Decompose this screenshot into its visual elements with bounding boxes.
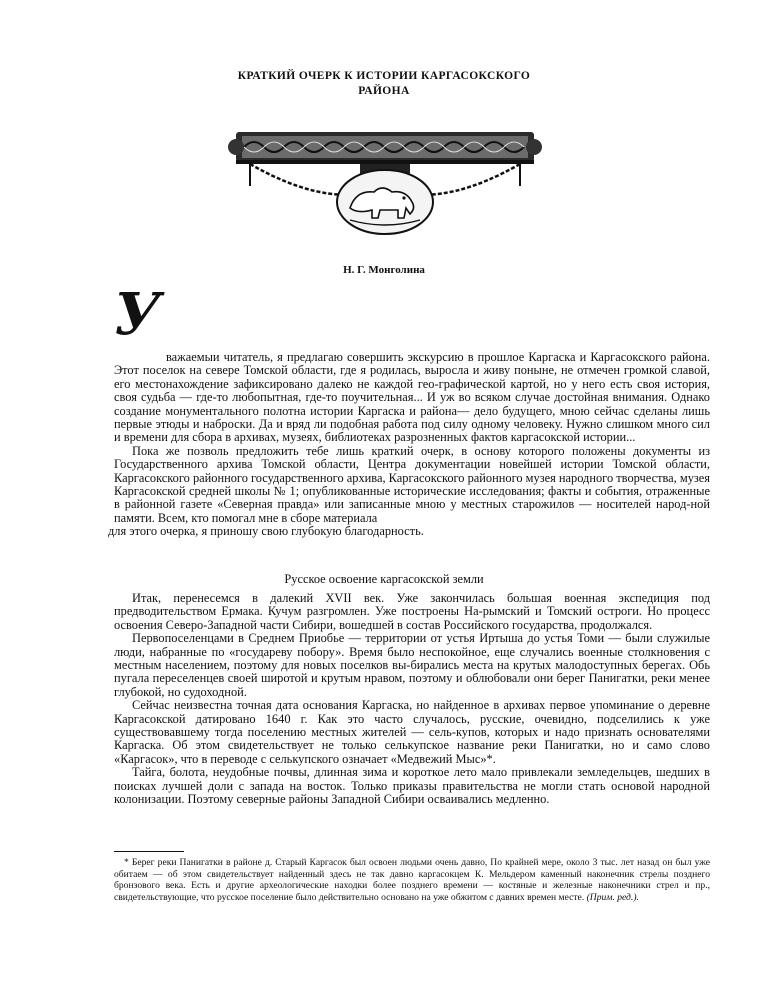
title-line-2: РАЙОНА (358, 85, 410, 97)
paragraph: Пока же позволь предложить тебе лишь краткий очерк, в основу которого положены документы из Государственного архива Томской области, Центра документации новейшей истории Томской области, Каргасокского районного государственного архива, Каргасокского районного музея народного творчества, музея Каргасокской средней школы № 1; опубликованные исторические исследования; факты и события, отраженные в районной газете «Северная правда» или записанные мною у местных старожилов — носителей народ-ной памяти. Всем, кто помогал мне в сборе материала (114, 443, 710, 525)
section-heading: Русское освоение каргасокской земли (284, 572, 484, 586)
footnote-divider (114, 851, 184, 852)
bear-plaque-ornament-icon (230, 124, 540, 244)
paragraph: Тайга, болота, неудобные почвы, длинная зима и короткое лето мало привлекали земледельцев, шедших в поисках лучшей доли с запада на восток. Только приказы правительства не могли стать основой народной колонизации. Поэтому северные районы Западной Сибири осваивались медленно. (114, 765, 710, 807)
title-line-1: КРАТКИЙ ОЧЕРК К ИСТОРИИ КАРГАСОКСКОГО (237, 70, 531, 82)
intro-text (108, 350, 710, 539)
footnote-text: * Берег реки Панигатки в районе д. Старый Каргасок был освоен людьми очень давно, По крайней мере, около 3 тыс. лет назад он был уже обитаем — об этом свидетельствует найденный здесь не так давно каргасокцем К. Мельдером каменный наконечник стрелы позднего бронзового века. Есть и другие археологические находки более позднего времени — костяные и железные наконечники стрел и пр., свидетельствующие, что русское поселение было действительно основано на уже обжитом с давних времен месте. (114, 857, 710, 903)
drop-cap-glyph: У (114, 280, 162, 348)
paragraph: Первопоселенцами в Среднем Приобье — территории от устья Иртыша до устья Томи — были служилые люди, набранные по «государеву побору». Время было неспокойное, еще случались военные столкновения с местным населением, поэтому для новых поселков вы-бирались места на крутых малодоступных берегах. Обь пугала переселенцев своей широтой и крутым нравом, поэтому и облюбовали они берег Панигатки, реки менее глубокой, но судоходной. (114, 631, 710, 699)
page-title (130, 69, 638, 99)
paragraph: Итак, перенесемся в далекий XVII век. Уже закончилась большая военная экспедиция под предводительством Ермака. Кучум разгромлен. Уже построены На-рымский и Томский остроги. Но процесс освоения Северо-Западной части Сибири, вошедшей в состав Российского государства, продолжался. (114, 591, 710, 632)
section-text (114, 592, 710, 807)
drop-cap-letter (112, 280, 162, 348)
paragraph: важаемыи читатель, я предлагаю совершить экскурсию в прошлое Каргаска и Каргасокского района. Этот поселок на севере Томской области, где я родилась, выросла и живу поныне, не отмечен громкой славой, его местонахождение зафиксировано далеко не каждой гео-графической картой, но у него есть своя история, своя судьба — где-то любопытная, где-то поучительная... И уж во всяком случае достойная внимания. Однако создание монументального полотна истории Каргаска и района— дело будущего, мною сейчас сделаны лишь первые этюды и наброски. Да и вряд ли подобная работа под силу одному человеку. Нужно слишком много сил и времени для сбора в архивах, музеях, библиотеках разрозненных фактов каргасокской истории... (114, 350, 710, 445)
footnote (114, 857, 710, 903)
paragraph: Сейчас неизвестна точная дата основания Каргаска, но найденное в архивах первое упоминание о деревне Каргасокской датировано 1640 г. Как это часто случалось, русские, очевидно, подселились к уже существовавшему тогда поселению местных жителей — сель-купов, которых и надо признать основателями Каргаска. Об этом свидетельствует не только селькупское название реки Панигатки, но и само слово «Каргасок», что в переводе с селькупского означает «Медвежий Мыс»*. (114, 698, 710, 766)
author-name: Н. Г. Монголина (343, 264, 425, 276)
paragraph: для этого очерка, я приношу свою глубокую благодарность. (108, 524, 424, 539)
editor-note: (Прим. ред.). (586, 891, 639, 903)
